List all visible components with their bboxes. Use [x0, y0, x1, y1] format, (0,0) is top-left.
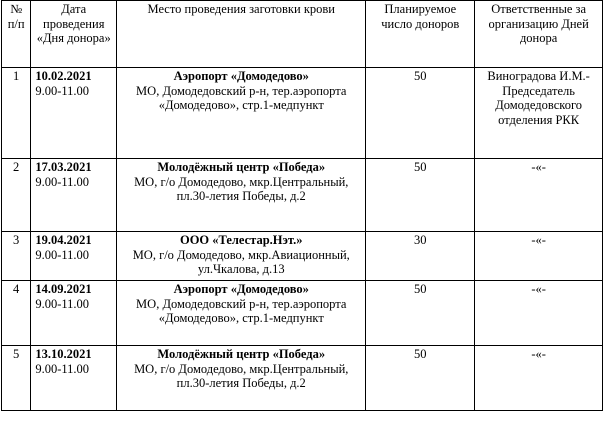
header-planned: Планируемое число доноров [366, 1, 475, 68]
row-date: 19.04.2021 [35, 233, 92, 247]
header-num: № п/п [2, 1, 31, 68]
row-time: 9.00-11.00 [35, 83, 90, 98]
row-place-name: Молодёжный центр «Победа» [157, 160, 326, 174]
row-place-name: Молодёжный центр «Победа» [157, 347, 326, 361]
row-planned: 50 [366, 281, 475, 346]
row-time: 9.00-11.00 [35, 361, 90, 376]
table-row [2, 232, 603, 281]
row-place-address: МО, Домодедовский р-н, тер.аэропорта «Домодедово», стр.1-медпункт [136, 296, 347, 325]
row-num: 3 [2, 232, 31, 281]
row-place-address: МО, Домодедовский р-н, тер.аэропорта «Домодедово», стр.1-медпункт [136, 83, 347, 112]
row-place-cell [117, 346, 366, 411]
donor-days-table [1, 0, 603, 411]
header-row [2, 1, 603, 68]
row-time: 9.00-11.00 [35, 174, 90, 189]
header-place: Место проведения заготовки крови [117, 1, 366, 68]
table-row [2, 68, 603, 159]
row-place-cell [117, 232, 366, 281]
row-date: 14.09.2021 [35, 282, 92, 296]
table-row [2, 346, 603, 411]
table-row [2, 159, 603, 232]
row-place-address: МО, г/о Домодедово, мкр.Авиационный, ул.Чкалова, д.13 [132, 247, 350, 276]
row-date-cell [31, 346, 117, 411]
row-place-name: Аэропорт «Домодедово» [173, 282, 309, 296]
table-row [2, 281, 603, 346]
row-responsible: Виноградова И.М.- Председатель Домодедовского отделения РКК [475, 68, 603, 159]
row-date-cell [31, 159, 117, 232]
row-num: 1 [2, 68, 31, 159]
header-responsible: Ответственные за организацию Дней донора [475, 1, 603, 68]
row-time: 9.00-11.00 [35, 296, 90, 311]
row-date: 13.10.2021 [35, 347, 92, 361]
row-num: 4 [2, 281, 31, 346]
row-place-cell [117, 68, 366, 159]
row-date-cell [31, 232, 117, 281]
row-place-cell [117, 159, 366, 232]
row-responsible: -«- [475, 346, 603, 411]
row-date-cell [31, 281, 117, 346]
row-date: 10.02.2021 [35, 69, 92, 83]
row-num: 5 [2, 346, 31, 411]
row-date-cell [31, 68, 117, 159]
row-responsible: -«- [475, 232, 603, 281]
row-planned: 50 [366, 346, 475, 411]
row-place-address: МО, г/о Домодедово, мкр.Центральный, пл.30-летия Победы, д.2 [134, 361, 349, 390]
row-date: 17.03.2021 [35, 160, 92, 174]
row-place-name: Аэропорт «Домодедово» [173, 69, 309, 83]
table-header [2, 1, 603, 68]
row-place-name: ООО «Телестар.Нэт.» [179, 233, 303, 247]
header-date: Дата проведения «Дня донора» [31, 1, 117, 68]
row-planned: 30 [366, 232, 475, 281]
table-body [2, 68, 603, 411]
row-time: 9.00-11.00 [35, 247, 90, 262]
row-place-address: МО, г/о Домодедово, мкр.Центральный, пл.30-летия Победы, д.2 [134, 174, 349, 203]
row-planned: 50 [366, 68, 475, 159]
row-num: 2 [2, 159, 31, 232]
row-place-cell [117, 281, 366, 346]
row-responsible: -«- [475, 281, 603, 346]
row-planned: 50 [366, 159, 475, 232]
row-responsible: -«- [475, 159, 603, 232]
